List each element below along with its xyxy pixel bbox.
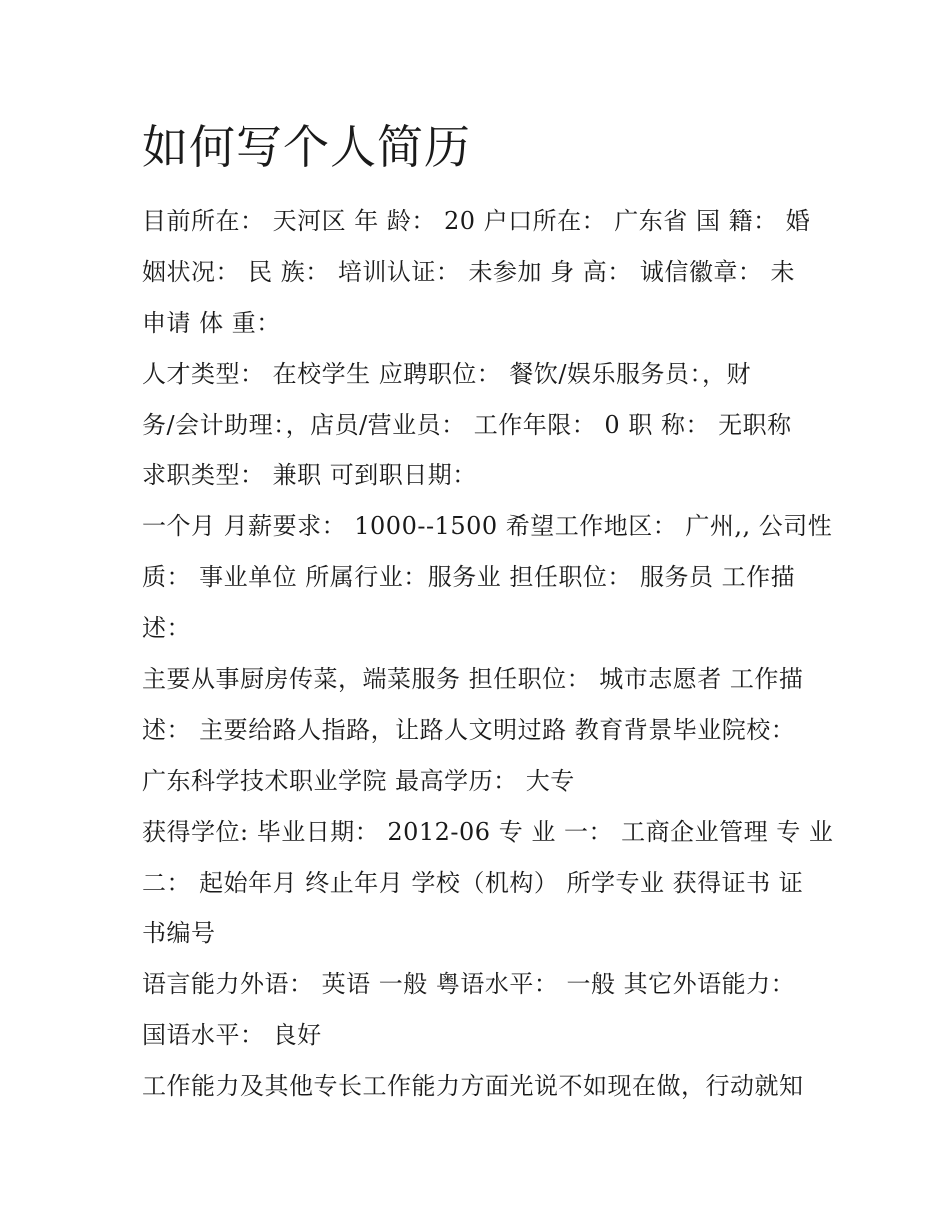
body-line: 广东科学技术职业学院 最高学历： 大专 — [142, 766, 575, 795]
document-body — [142, 196, 834, 1112]
body-line: 人才类型： 在校学生 应聘职位： 餐饮/娱乐服务员：，财 — [142, 359, 751, 388]
body-line: 一个月 月薪要求： 1000--1500 希望工作地区： 广州,, 公司性 — [142, 512, 833, 541]
body-line: 申请 体 重： — [142, 308, 281, 337]
body-line: 目前所在： 天河区 年 龄： 20 户口所在： 广东省 国 籍： 婚 — [142, 207, 811, 235]
body-line: 获得学位: 毕业日期： 2012-06 专 业 一： 工商企业管理 专 业 — [142, 817, 834, 846]
body-line: 二： 起始年月 终止年月 学校（机构） 所学专业 获得证书 证 — [142, 868, 804, 897]
body-line: 质： 事业单位 所属行业：服务业 担任职位： 服务员 工作描 — [142, 563, 796, 592]
body-line: 述： — [142, 614, 191, 643]
body-line: 语言能力外语： 英语 一般 粤语水平： 一般 其它外语能力： — [142, 970, 796, 999]
body-line: 述： 主要给路人指路，让路人文明过路 教育背景毕业院校： — [142, 715, 796, 744]
body-line: 姻状况： 民 族： 培训认证： 未参加 身 高： 诚信徽章： 未 — [142, 257, 796, 286]
body-line: 工作能力及其他专长工作能力方面光说不如现在做，行动就知 — [142, 1072, 804, 1101]
body-line: 书编号 — [142, 919, 216, 948]
document-title: 如何写个人简历 — [142, 120, 471, 174]
body-line: 求职类型： 兼职 可到职日期： — [142, 461, 477, 490]
body-line: 国语水平： 良好 — [142, 1021, 322, 1050]
body-line: 务/会计助理：，店员/营业员： 工作年限： 0 职 称： 无职称 — [142, 410, 792, 439]
body-line: 主要从事厨房传菜，端菜服务 担任职位： 城市志愿者 工作描 — [142, 665, 804, 694]
